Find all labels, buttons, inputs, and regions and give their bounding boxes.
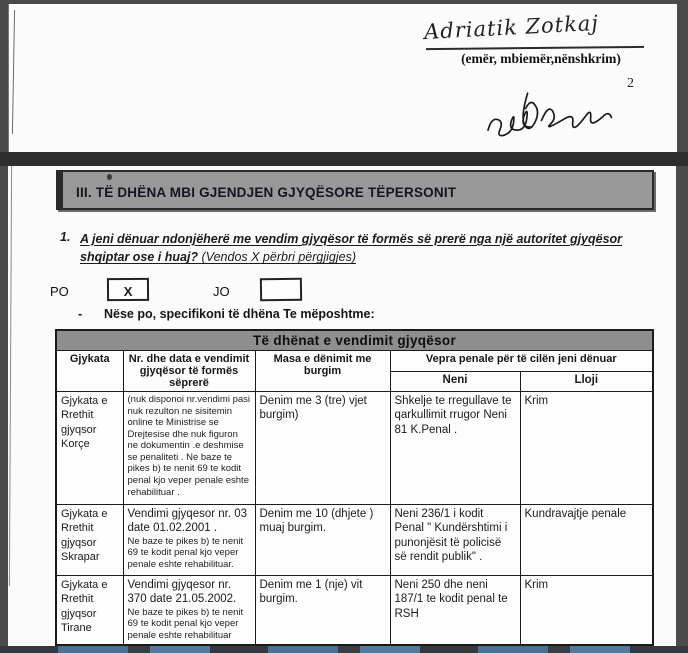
signature-name: Adriatik Zotkaj [423,10,600,45]
cell-article: Neni 236/1 i kodit Penal " Kundërshtimi i punonjësit të policisë së rendit publik" . [390,505,520,576]
page-edge-line [9,166,12,586]
table-title: Të dhënat e vendimit gjyqësor [56,330,653,351]
table-row [56,576,653,646]
section-heading-bar [56,170,654,210]
table-title-row [56,330,653,351]
decision-main: Vendimi gjyqesor nr. 03 date 01.02.2001 . [127,508,248,535]
cell-article: Shkelje te rregullave te qarkullimit rrugor Neni 81 K.Penal . [390,392,520,505]
table-row [56,505,653,576]
section-heading: III. TË DHËNA MBI GJENDJEN GJYQËSORE TËPERSONIT [76,185,457,200]
question-main-text: A jeni dënuar ndonjëherë me vendim gjyqësor të formës së prerë nga një autoritet gjyqësor shqiptar ose i huaj? [80,232,623,265]
page-separator-band [0,152,688,166]
question-text [80,230,652,266]
answer-yes-checkbox[interactable]: X [107,278,149,301]
scanned-page-bottom [8,166,676,646]
court-decisions-table [55,329,654,646]
header-offense: Vepra penale për të cilën jeni dënuar [390,351,653,372]
answer-no-checkbox[interactable] [260,278,302,302]
question-hint-text: (Vendos X përbri përgjigjes) [201,250,357,265]
cell-type: Krim [520,576,653,646]
question-1 [60,230,652,266]
question-number: 1. [60,230,71,244]
cell-article: Neni 250 dhe neni 187/1 te kodit penal te RSH [390,576,520,646]
decision-note: Ne baze te pikes b) te nenit 69 te kodit penal kjo veper penale eshte rehabilituar [127,606,244,641]
header-sentence: Masa e dënimit me burgim [255,351,390,392]
table-row [56,392,653,505]
decision-note: (nuk disponoi nr.vendimi pasi nuk rezulton ne sisitemin online te Ministrise se Drejtesise dhe nuk figuron ne dokumentin .e deshmise se penaliteti . Ne baze te pikes b) te nenit 69 te kodit penal kjo veper penale eshte rehabilituar . [127,394,251,498]
if-yes-note [78,307,375,321]
decision-main: Vendimi gjyqesor nr. 370 date 21.05.2002. [127,579,237,606]
cell-decision [123,576,255,646]
cell-sentence: Denim me 1 (nje) vit burgim. [255,576,390,646]
if-yes-note-text: Nëse po, specifikoni të dhëna Te mëposhtme: [104,307,375,321]
header-court: Gjykata [56,351,123,392]
table-header-row [56,351,653,372]
scan-artifact-mark [107,174,112,180]
page-number: 2 [627,76,634,91]
signature-line [426,46,644,50]
header-decision: Nr. dhe data e vendimit gjyqësor të formës sëprerë [123,351,255,392]
cell-court: Gjykata e Rrethit gjyqsor Korçe [56,392,123,505]
cell-court: Gjykata e Rrethit gjyqsor Tirane [56,576,123,646]
dash-bullet: - [78,307,83,321]
cell-sentence: Denim me 10 (dhjete ) muaj burgim. [255,505,390,576]
scanned-page-top [8,4,677,152]
answer-row [8,276,676,306]
signature-scribble [475,79,619,147]
scan-crease-line [12,10,15,134]
cell-court: Gjykata e Rrethit gjyqsor Skrapar [56,505,123,576]
cell-type: Kundravajtje penale [520,505,653,576]
header-type: Lloji [520,371,653,392]
answer-yes-label: PO [50,284,69,299]
answer-no-label: JO [213,284,230,299]
cell-type: Krim [520,392,653,505]
cell-decision [123,505,255,576]
decision-note: Ne baze te pikes b) te nenit 69 te kodit penal kjo veper penale eshte rehabilituar. [127,535,244,570]
scan-bottom-edge [0,646,688,653]
signature-caption: (emër, mbiemër,nënshkrim) [461,51,621,66]
cell-sentence: Denim me 3 (tre) vjet burgim) [255,392,390,505]
header-article: Neni [390,371,520,392]
cell-decision [123,392,255,505]
